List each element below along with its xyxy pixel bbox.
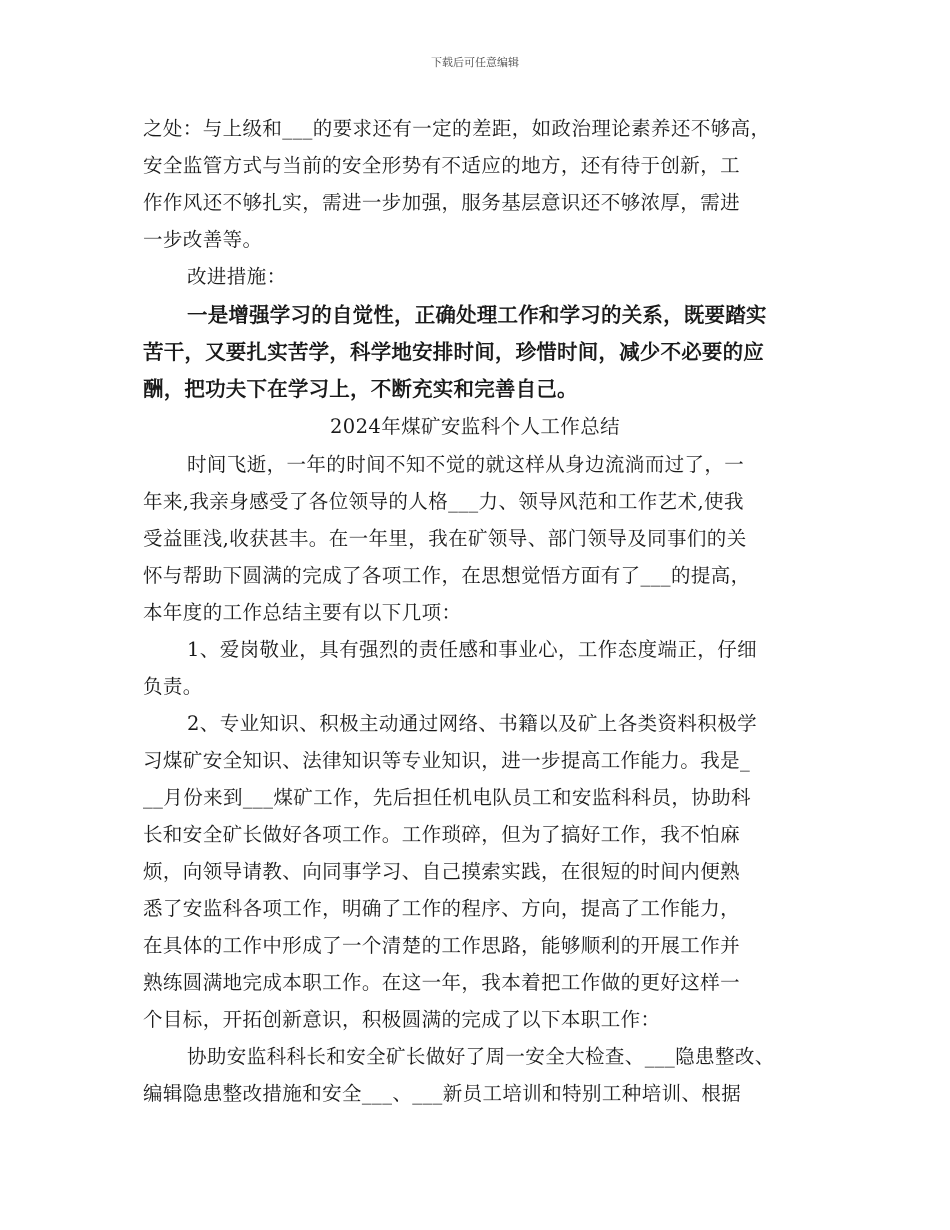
list-item-line: 1、爱岗敬业，具有强烈的责任感和事业心，工作态度端正，仔细 <box>187 638 758 661</box>
body-line: 之处：与上级和___的要求还有一定的差距，如政治理论素养还不够高， <box>143 117 771 140</box>
measures-label: 改进措施： <box>187 265 287 288</box>
list-item-line: 烦，向领导请教、向同事学习、自己摸索实践，在很短的时间内便熟 <box>143 860 741 883</box>
list-item-line: __月份来到___煤矿工作，先后担任机电队员工和安监科科员，协助科 <box>143 786 751 809</box>
body-line: 作作风还不够扎实，需进一步加强，服务基层意识还不够浓厚，需进 <box>143 191 741 214</box>
page-header: 下载后可任意编辑 <box>431 56 519 69</box>
body-line: 编辑隐患整改措施和安全___、___新员工培训和特别工种培训、根据 <box>143 1082 742 1105</box>
body-line: 时间飞逝，一年的时间不知不觉的就这样从身边流淌而过了，一 <box>187 453 745 476</box>
section-title: 2024年煤矿安监科个人工作总结 <box>329 415 621 438</box>
list-item-line: 2、专业知识、积极主动通过网络、书籍以及矿上各类资料积极学 <box>187 712 758 735</box>
list-item-line: 个目标，开拓创新意识，积极圆满的完成了以下本职工作： <box>143 1008 661 1031</box>
body-line: 一步改善等。 <box>143 228 263 251</box>
body-line: 协助安监科科长和安全矿长做好了周一安全大检查、___隐患整改、 <box>187 1045 775 1068</box>
measure-line-bold: 酬，把功夫下在学习上，不断充实和完善自己。 <box>143 377 578 401</box>
list-item-line: 习煤矿安全知识、法律知识等专业知识，进一步提高工作能力。我是_ <box>143 749 751 772</box>
body-line: 年来,我亲身感受了各位领导的人格___力、领导风范和工作艺术,使我 <box>143 490 744 513</box>
body-line: 怀与帮助下圆满的完成了各项工作，在思想觉悟方面有了___的提高， <box>143 564 751 587</box>
measure-line-bold: 一是增强学习的自觉性，正确处理工作和学习的关系，既要踏实 <box>187 303 767 327</box>
list-item-line: 负责。 <box>143 675 203 698</box>
list-item-line: 熟练圆满地完成本职工作。在这一年，我本着把工作做的更好这样一 <box>143 971 741 994</box>
body-line: 安全监管方式与当前的安全形势有不适应的地方，还有待于创新，工 <box>143 154 741 177</box>
body-line: 本年度的工作总结主要有以下几项： <box>143 601 462 624</box>
body-line: 受益匪浅,收获甚丰。在一年里，我在矿领导、部门领导及同事们的关 <box>143 527 747 550</box>
measure-line-bold: 苦干，又要扎实苦学，科学地安排时间，珍惜时间，减少不必要的应 <box>143 340 764 364</box>
list-item-line: 在具体的工作中形成了一个清楚的工作思路，能够顺利的开展工作并 <box>143 934 741 957</box>
list-item-line: 悉了安监科各项工作，明确了工作的程序、方向，提高了工作能力， <box>143 897 741 920</box>
list-item-line: 长和安全矿长做好各项工作。工作琐碎，但为了搞好工作，我不怕麻 <box>143 823 741 846</box>
